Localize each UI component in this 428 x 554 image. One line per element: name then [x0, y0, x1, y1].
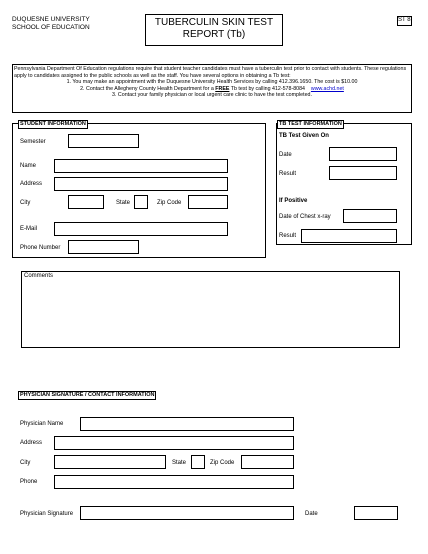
- physician-zip-label: Zip Code: [210, 460, 235, 466]
- state-label: State: [116, 200, 131, 206]
- tb-info-section: [276, 123, 412, 245]
- notice-option-3: [14, 92, 410, 99]
- xray-result-label: Result: [279, 233, 297, 239]
- tb-date-label: Date: [279, 152, 292, 158]
- physician-address-label: Address: [20, 440, 43, 446]
- tb-result-field[interactable]: [329, 166, 397, 180]
- comments-label: Comments: [24, 273, 54, 279]
- physician-date-label: Date: [305, 511, 318, 517]
- physician-phone-label: Phone: [20, 479, 38, 485]
- student-info-heading: STUDENT INFORMATION: [20, 121, 86, 127]
- physician-heading: PHYSICIAN SIGNATURE / CONTACT INFORMATION: [20, 392, 155, 398]
- notice-option-3-text: 3. Contact your family physician or local urgent care clinic to have the test completed.: [112, 92, 312, 99]
- tb-given-on-label: TB Test Given On: [279, 133, 329, 139]
- phone-field[interactable]: [68, 240, 139, 254]
- if-positive-label: If Positive: [279, 198, 308, 204]
- physician-address-field[interactable]: [54, 436, 294, 450]
- physician-date-field[interactable]: [354, 506, 398, 520]
- title-line1: TUBERCULIN SKIN TEST: [154, 17, 274, 28]
- notice-option-2-pre: 2. Contact the Allegheny County Health Department for a: [80, 85, 216, 92]
- notice-text: [14, 66, 410, 99]
- semester-field[interactable]: [68, 134, 139, 148]
- email-label: E-Mail: [20, 226, 38, 232]
- phone-label: Phone Number: [20, 245, 61, 251]
- physician-state-field[interactable]: [191, 455, 205, 469]
- chest-xray-field[interactable]: [343, 209, 397, 223]
- institution-name: [12, 16, 90, 32]
- notice-option-1: [14, 79, 410, 86]
- city-label: City: [20, 200, 31, 206]
- physician-signature-field[interactable]: [80, 506, 294, 520]
- notice-free: FREE: [215, 85, 230, 92]
- name-label: Name: [20, 163, 37, 169]
- physician-state-label: State: [172, 460, 187, 466]
- state-field[interactable]: [134, 195, 148, 209]
- tb-result-label: Result: [279, 171, 297, 177]
- institution-line2: SCHOOL OF EDUCATION: [12, 24, 90, 31]
- notice-intro: Pennsylvania Department Of Education regulations require that student teacher candidates must have a tuberculin test prior to contact with students. These regulations apply to candidates assigned to the public schools as well as the staff. You have several options in obtaining a Tb test:: [14, 66, 407, 79]
- form-code: ST 8: [398, 17, 411, 23]
- physician-name-field[interactable]: [80, 417, 294, 431]
- zip-label: Zip Code: [157, 200, 182, 206]
- zip-field[interactable]: [188, 195, 228, 209]
- notice-option-2-post: Tb test by calling 412-578-8084: [229, 85, 305, 92]
- chest-xray-label: Date of Chest x-ray: [279, 214, 331, 220]
- institution-line1: DUQUESNE UNIVERSITY: [12, 16, 90, 23]
- name-field[interactable]: [54, 159, 228, 173]
- notice-option-1-text: 1. You may make an appointment with the Duquesne University Health Services by calling 412.396.1650. The cost is $10.00: [66, 79, 358, 86]
- tb-info-heading: TB TEST INFORMATION: [279, 121, 342, 127]
- achd-link[interactable]: www.achd.net: [310, 85, 344, 92]
- page-title: [145, 17, 283, 41]
- physician-city-label: City: [20, 460, 31, 466]
- xray-result-field[interactable]: [301, 229, 397, 243]
- physician-name-label: Physician Name: [20, 421, 64, 427]
- physician-signature-label: Physician Signature: [20, 511, 74, 517]
- physician-phone-field[interactable]: [54, 475, 294, 489]
- email-field[interactable]: [54, 222, 228, 236]
- physician-zip-field[interactable]: [241, 455, 294, 469]
- tb-date-field[interactable]: [329, 147, 397, 161]
- city-field[interactable]: [68, 195, 104, 209]
- physician-city-field[interactable]: [54, 455, 166, 469]
- title-line2: REPORT (Tb): [182, 29, 246, 40]
- notice-option-2: [14, 86, 410, 93]
- comments-field[interactable]: [21, 271, 400, 348]
- address-field[interactable]: [54, 177, 228, 191]
- address-label: Address: [20, 181, 43, 187]
- semester-label: Semester: [20, 139, 46, 145]
